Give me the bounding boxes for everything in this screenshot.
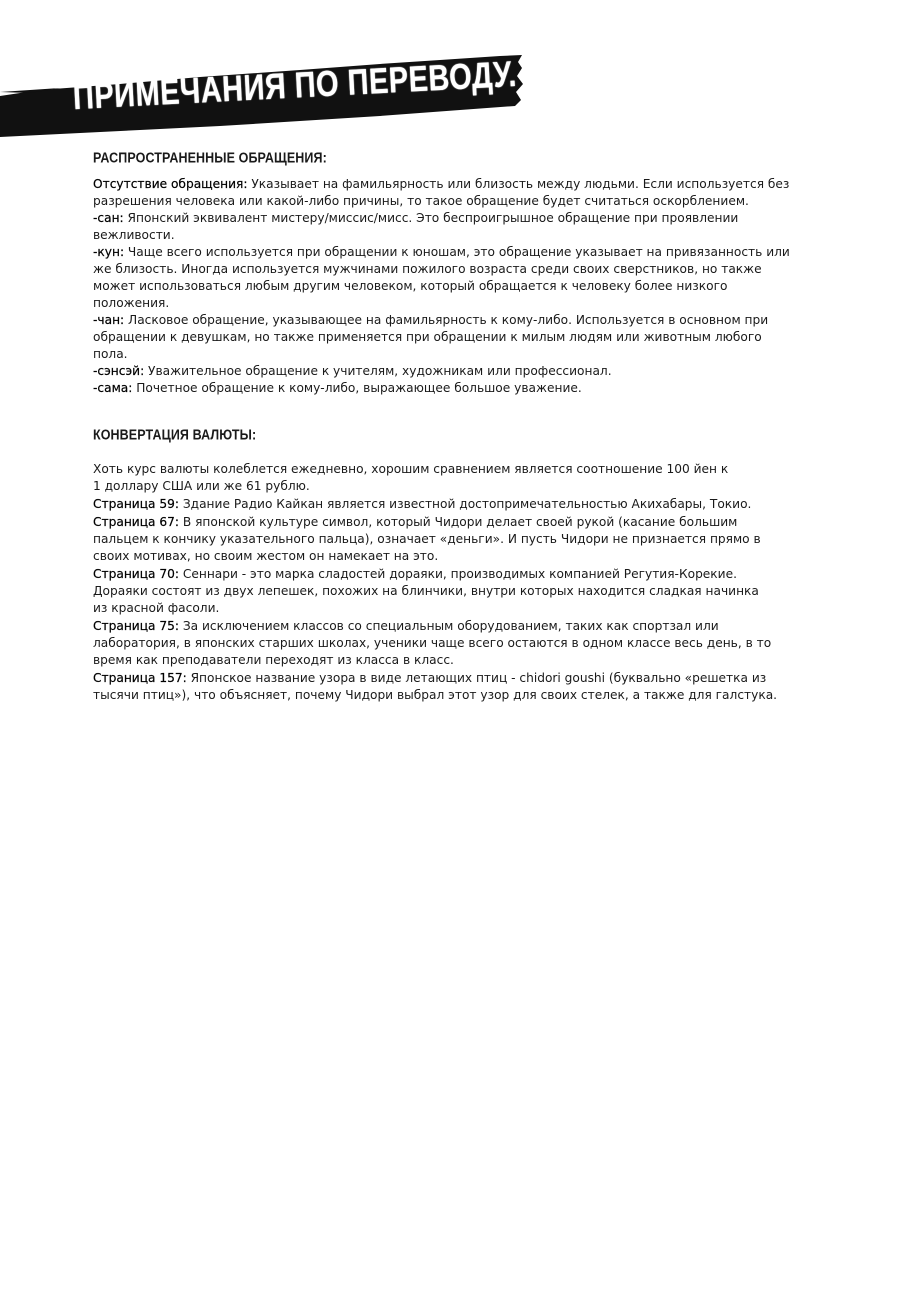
page-note-text: Японское название узора в виде летающих птиц - chidori goushi (буквально «решетка из тысячи птиц»), что объясняет, почему Чидори выбрал этот узор для своих стелек, а также для галстука. bbox=[93, 671, 778, 702]
honorifics-list bbox=[93, 176, 813, 397]
honorific-description: Уважительное обращение к учителям, художникам или профессионал. bbox=[144, 364, 612, 378]
honorific-term: -сэнсэй: bbox=[93, 364, 145, 378]
honorific-term: Отсутствие обращения: bbox=[93, 177, 248, 191]
honorific-entry-chan bbox=[93, 312, 813, 363]
honorific-term: -сан: bbox=[93, 211, 124, 225]
currency-heading: КОНВЕРТАЦИЯ ВАЛЮТЫ: bbox=[93, 427, 257, 444]
honorific-term: -сама: bbox=[93, 381, 133, 395]
page-note-term: Страница 157: bbox=[93, 671, 187, 685]
page-note-75 bbox=[93, 618, 813, 669]
honorific-term: -чан: bbox=[93, 313, 125, 327]
page-note-text: Здание Радио Кайкан является известной достопримечательностью Акихабары, Токио. bbox=[178, 497, 752, 511]
page-note-text: Сеннари - это марка сладостей дораяки, производимых компанией Регутия-Корекие. Дораяки состоят из двух лепешек, похожих на блинчики, внутри которых находится сладкая начинка из красной фасоли. bbox=[93, 567, 759, 615]
honorific-description: Почетное обращение к кому-либо, выражающее большое уважение. bbox=[132, 381, 582, 395]
page-note-70 bbox=[93, 566, 813, 617]
honorific-entry-san bbox=[93, 210, 813, 244]
honorific-description: Японский эквивалент мистеру/миссис/мисс. Это беспроигрышное обращение при проявлении вежливости. bbox=[93, 211, 739, 242]
page-note-67 bbox=[93, 514, 813, 565]
honorific-description: Указывает на фамильярность или близость между людьми. Если используется без разрешения человека или какой-либо причины, то такое обращение будет считаться оскорблением. bbox=[93, 177, 790, 208]
honorific-entry-kun bbox=[93, 244, 813, 312]
honorifics-heading: РАСПРОСТРАНЕННЫЕ ОБРАЩЕНИЯ: bbox=[93, 150, 327, 167]
honorific-description: Чаще всего используется при обращении к юношам, это обращение указывает на привязанность или же близость. Иногда используется мужчинами пожилого возраста среди своих сверстников, но также может использоваться любым другим человеком, который обращается к человеку более низкого положения. bbox=[93, 245, 790, 310]
page-note-term: Страница 70: bbox=[93, 567, 179, 581]
notes-content bbox=[93, 150, 813, 704]
honorific-entry-sama bbox=[93, 380, 813, 397]
page-note-text: В японской культуре символ, который Чидори делает своей рукой (касание большим пальцем к кончику указательного пальца), означает «деньги». И пусть Чидори не признается прямо в своих мотивах, но своим жестом он намекает на это. bbox=[93, 515, 761, 563]
honorific-description: Ласковое обращение, указывающее на фамильярность к кому-либо. Используется в основном при обращении к девушкам, но также применяется при обращении к милым людям или животным любого пола. bbox=[93, 313, 769, 361]
currency-intro: Хоть курс валюты колеблется ежедневно, хорошим сравнением является соотношение 100 йен к 1 доллару США или же 61 рублю. bbox=[93, 462, 729, 493]
honorific-entry-sensei bbox=[93, 363, 813, 380]
honorific-term: -кун: bbox=[93, 245, 125, 259]
page-note-text: За исключением классов со специальным оборудованием, таких как спортзал или лаборатория, в японских старших школах, ученики чаще всего остаются в одном классе весь день, в то время как преподаватели переходят из класса в класс. bbox=[93, 619, 772, 667]
page-note-term: Страница 75: bbox=[93, 619, 179, 633]
currency-section bbox=[93, 461, 813, 704]
page-title: ПРИМЕЧАНИЯ ПО ПЕРЕВОДУ. bbox=[72, 54, 518, 118]
page-note-59 bbox=[93, 496, 813, 513]
page-note-term: Страница 67: bbox=[93, 515, 179, 529]
page-note-term: Страница 59: bbox=[93, 497, 179, 511]
title-banner bbox=[0, 0, 560, 150]
page-note-157 bbox=[93, 670, 813, 704]
honorific-entry-none bbox=[93, 176, 813, 210]
